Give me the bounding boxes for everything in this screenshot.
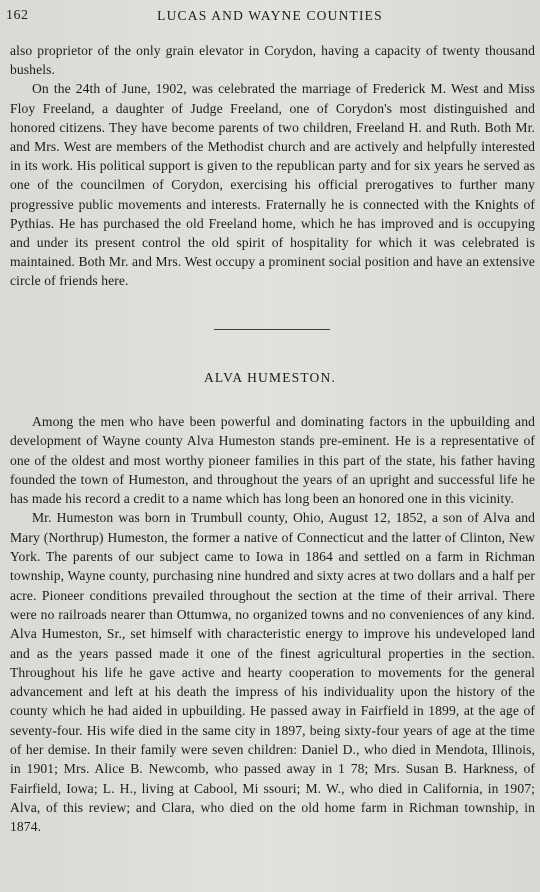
paragraph: also proprietor of the only grain elevator in Corydon, having a capacity of twenty thousand bushels. bbox=[10, 43, 535, 78]
page-number: 162 bbox=[6, 8, 29, 23]
running-title: LUCAS AND WAYNE COUNTIES bbox=[157, 8, 383, 23]
section-divider bbox=[214, 329, 330, 330]
biography-text bbox=[10, 412, 535, 837]
continued-biography bbox=[10, 41, 535, 291]
paragraph: Mr. Humeston was born in Trumbull county, Ohio, August 12, 1852, a son of Alva and Mary (Northrup) Humeston, the former a native of Connecticut and the latter of Clinton, New York. The parents of our subject came to Iowa in 1864 and settled on a farm in Richman township, Wayne county, purchasing nine hundred and sixty acres at two dollars and a half per acre. Pioneer conditions prevailed throughout the section at the time of their arrival. There were no railroads nearer than Ottumwa, no organized towns and no conveniences of any kind. Alva Humeston, Sr., set himself with characteristic energy to improve his undeveloped land and as the years passed made it one of the finest agricultural properties in the section. Throughout his life he gave active and hearty cooperation to movements for the general advancement and left at his death the impress of his individuality upon the history of the county which he had aided in upbuilding. He passed away in Fairfield in 1899, at the age of seventy-four. His wife died in the same city in 1897, being sixty-four years of age at the time of her demise. In their family were seven children: Daniel D., who died in Mendota, Illinois, in 1901; Mrs. Alice B. Newcomb, who passed away in 1 78; Mrs. Susan B. Harkness, of Fairfield, Iowa; L. H., living at Cabool, Mi ssouri; M. W., who died in California, in 1907; Alva, of this review; and Clara, who died on the old home farm in Richman township, in 1874. bbox=[10, 510, 535, 835]
paragraph: Among the men who have been powerful and dominating factors in the upbuilding and development of Wayne county Alva Humeston stands pre-eminent. He is a representative of one of the oldest and most worthy pioneer families in this part of the state, his father having founded the town of Humeston, and throughout the years of an upright and successful life he has made his record a credit to a name which has long been an honored one in this vicinity. bbox=[10, 414, 535, 507]
page-header bbox=[6, 8, 534, 28]
section-title: ALVA HUMESTON. bbox=[203, 370, 337, 385]
paragraph: On the 24th of June, 1902, was celebrated the marriage of Frederick M. West and Miss Floy Freeland, a daughter of Judge Freeland, one of Corydon's most distinguished and honored citizens. They have become parents of two children, Freeland H. and Ruth. Both Mr. and Mrs. West are members of the Methodist church and are actively and helpfully interested in its work. His political support is given to the republican party and for six years he served as one of the councilmen of Corydon, exercising his official prerogatives to further many progressive public movements and interests. Fraternally he is connected with the Knights of Pythias. He has purchased the old Freeland home, which he has improved and is occupying and under its present control the old spirit of hospitality for which it was celebrated is maintained. Both Mr. and Mrs. West occupy a prominent social position and have an extensive circle of friends here. bbox=[10, 81, 535, 289]
